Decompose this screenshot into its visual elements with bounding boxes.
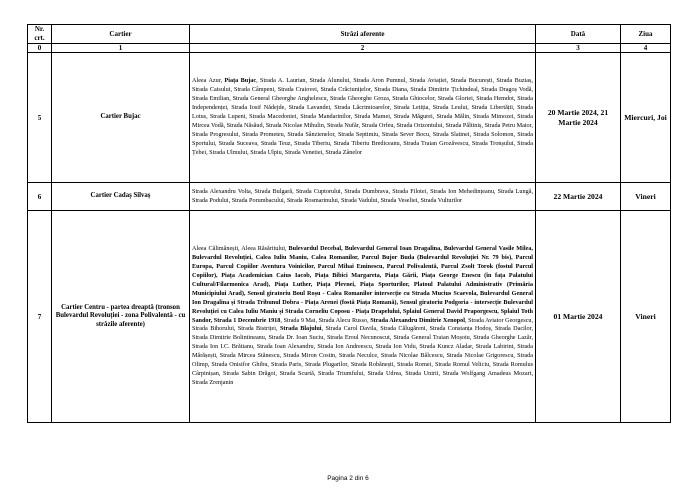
street-text: Piața Bujac [224,77,257,85]
day-cell: Vineri [621,183,671,211]
index-cell: 2 [190,44,536,53]
table-row [28,183,671,211]
row-number: 5 [28,53,52,183]
header-row [28,25,671,44]
street-text: , Strada 9 Mai, Strada Alecu Russo, [280,316,371,324]
street-text: Aleea Călimănești, Aleea Răsăritului, [192,245,289,253]
header-nr: Nr. crt. [28,25,52,44]
street-text: Strada Blajului [279,325,322,333]
street-text: , Strada Aviator Georgescu, Strada Bihorului, Strada Bistriței, [192,316,533,333]
street-text: Strada Alexandru Dimitrie Xenopol [370,316,465,324]
header-streets: Străzi aferente [190,25,536,44]
date-cell: 20 Martie 2024, 21 Martie 2024 [536,53,621,183]
header-cartier: Cartier [52,25,190,44]
header-day: Ziua [621,25,671,44]
cartier-name: Cartier Bujac [52,53,190,183]
header-date: Dată [536,25,621,44]
table-row [28,53,671,183]
index-cell: 0 [28,44,52,53]
streets-cell [190,53,536,183]
schedule-page [27,24,670,423]
date-cell: 22 Martie 2024 [536,183,621,211]
row-number: 6 [28,183,52,211]
row-number: 7 [28,211,52,423]
date-cell: 01 Martie 2024 [536,211,621,423]
index-row [28,44,671,53]
street-text: , Strada Carol Davila, Strada Călugăreni, Strada Constanța Hodoș, Strada Dacilor, Strada Dimitrie Bolintineanu, Strada Dr. Ioan Suciu, Strada Eroul Necunoscut, Strada General Traian Moșoiu, Strada Gheorghe Lazăr, Strada Ion I.C. Brătianu, Strada Ioan Alexandru, Strada Ion Andreescu, Strada Ion Vidu, Strada Kuncz Aladar, Strada Labirint, Strada Mărășești, Strada Mircea Stănescu, Strada Miron Costin, Strada Neculce, Strada Nicolae Bălcescu, Strada Nicolae Grigorescu, Strada Olimp, Strada Onisifor Ghibu, Strada Paris, Strada Plugarilor, Strada Robănești, Strada Romei, Strada Romul Veliciu, Strada Romulus Cârpinișan, Strada Sabin Drăgoi, Strada Scurtă, Strada Triumfului, Strada Udrea, Strada Unirii, Strada Wolfgang Amadeus Mozart, Strada Zrenjanin [192,325,533,386]
schedule-table [27,24,671,423]
page-footer: Pagina 2 din 6 [327,475,369,482]
table-row [28,211,671,423]
streets-cell [190,183,536,211]
index-cell: 3 [536,44,621,53]
street-text: , Strada A. Laurian, Strada Alunului, Strada Aron Pumnul, Strada Aviației, Strada București, Strada Buziaș, Strada Caisului, Strada Câmpeni, Strada Craiovei, Strada Crăciunițelor, Strada Diana, Strada Dimitrie Țichindeal, Strada Dragoș Vodă, Strada Emilian, Strada General Gheorghe Anghelescu, Strada Gheorghe Groza, Strada Ghiocelor, Strada Gloriei, Strada Hemdot, Strada Independenței, Strada Iosif Nădejde, Strada Lavandei, Strada Lăcrimioarelor, Strada Letiția, Strada Leului, Strada Libertății, Strada Lotus, Strada Lupeni, Strada Macedoniei, Strada Mandarinilor, Strada Mamei, Strada Măgurei, Strada Mălin, Strada Mimozei, Strada Mircea Vodă, Strada Năsăud, Strada Nicolae Mihulin, Strada Nufăr, Strada Orfeu, Strada Orizontului, Strada Păltiniș, Strada Petru Maior, Strada Progresului, Strada Prometeu, Strada Sânzienelor, Strada Septimiu, Strada Sever Bocu, Strada Slatinei, Strada Solomon, Strada Sportului, Strada Suceava, Strada Teuz, Strada Tiberiu, Strada Tiberiu Brediceanu, Strada Traian Grozăvescu, Strada Tronșului, Strada Țebei, Strada Ulmului, Strada Ulpiu, Strada Venetiei, Strada Zânelor [192,77,533,156]
day-cell: Vineri [621,211,671,423]
streets-cell [190,211,536,423]
cartier-name: Cartier Centru - partea dreaptă (tronson Bulevardul Revoluției - zona Polivalentă - cu străzile aferente) [52,211,190,423]
index-cell: 1 [52,44,190,53]
index-cell: 4 [621,44,671,53]
day-cell: Miercuri, Joi [621,53,671,183]
cartier-name: Cartier Cadaș Silvaș [52,183,190,211]
street-text: Bulevardul Decebal, Bulevardul General Ioan Dragalina, Bulevardul General Vasile Milea, Bulevardul Revoluției, Calea Iuliu Maniu, Calea Romanilor, Parcul Bujor Buda (Bulevardul Revoluției Nr. 79 bis), Parcul Europa, Parcul Copiilor Aventura Voinicilor, Parcul Mihai Eminescu, Parcul Polivalentă, Parcul Zsolt Torok (fostul Parcul Copiilor), Piața Academician Caius Iacob, Piața Bibici Margareta, Piața Gării, Piața George Enescu (în fața Palatului Cultural/Filarmonica Arad), Piața Luther, Piața Plevnei, Piața Sporturilor, Platoul Palatului Administrativ (Primăria Municipiului Arad), Sensul giratoriu Boul Roșu - Calea Romanilor intersecție cu Strada Mucius Scaevola, Bulevardul General Ion Dragalina și Strada Tribunul Dobra - Piața Arenei (fostă Piața Romană), Sensul giratoriu Podgoria - intersecție Bulevardul Revoluției cu Calea Iuliu Maniu și Strada Corneliu Coposu - Piața Drapelului, Splaiul General David Praporgescu, Splaiul Toth Sandor, Strada 1 Decembrie 1918 [192,245,533,324]
street-text: Strada Alexandru Volta, Strada Bulgară, Strada Cuptorului, Strada Dumbrava, Strada Filotei, Strada Ion Mehedințeanu, Strada Lungă, Strada Podului, Strada Porumbacului, Strada Rosmarinului, Strada Vadului, Strada Veseliei, Strada Vulturilor [192,187,533,204]
street-text: Aleea Azur, [192,77,225,85]
